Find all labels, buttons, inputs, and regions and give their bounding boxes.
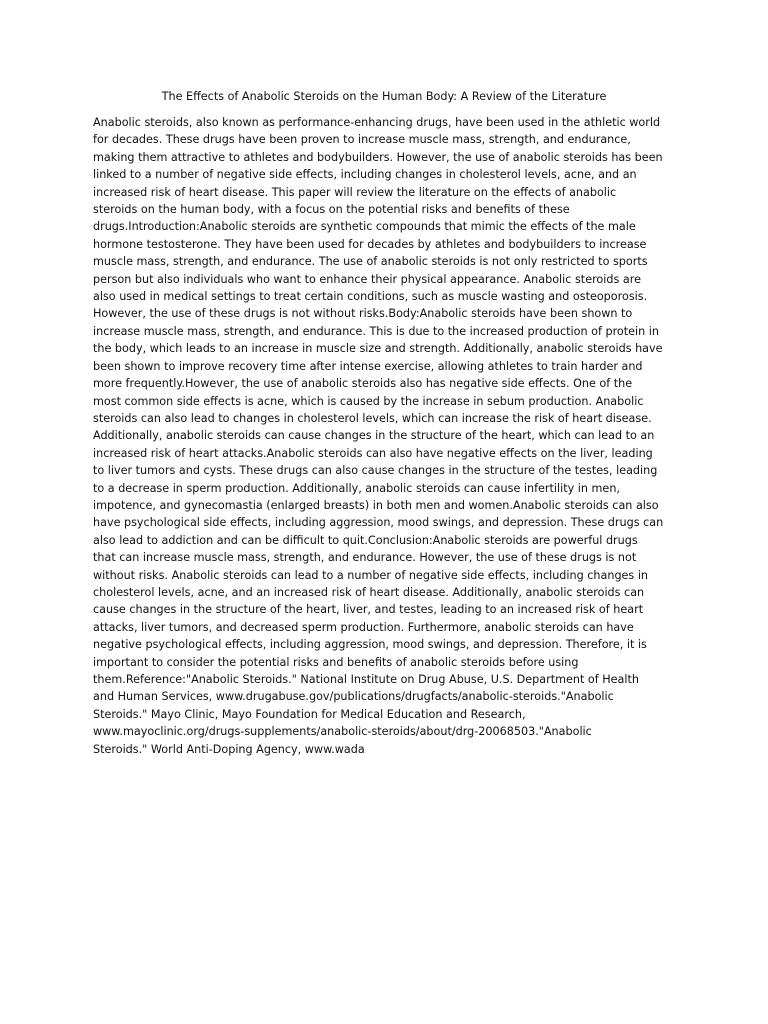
document-title: The Effects of Anabolic Steroids on the Human Body: A Review of the Literature: [161, 90, 607, 103]
document-body: Anabolic steroids, also known as performance-enhancing drugs, have been used in the athletic world for decades. These drugs have been proven to increase muscle mass, strength, and endurance, making them attractive to athletes and bodybuilders. However, the use of anabolic steroids has been linked to a number of negative side effects, including changes in cholesterol levels, acne, and an increased risk of heart disease. This paper will review the literature on the effects of anabolic steroids on the human body, with a focus on the potential risks and benefits of these drugs.Introduction:Anabolic steroids are synthetic compounds that mimic the effects of the male hormone testosterone. They have been used for decades by athletes and bodybuilders to increase muscle mass, strength, and endurance. The use of anabolic steroids is not only restricted to sports person but also individuals who want to enhance their physical appearance. Anabolic steroids are also used in medical settings to treat certain conditions, such as muscle wasting and osteoporosis. However, the use of these drugs is not without risks.Body:Anabolic steroids have been shown to increase muscle mass, strength, and endurance. This is due to the increased production of protein in the body, which leads to an increase in muscle size and strength. Additionally, anabolic steroids have been shown to improve recovery time after intense exercise, allowing athletes to train harder and more frequently.However, the use of anabolic steroids also has negative side effects. One of the most common side effects is acne, which is caused by the increase in sebum production. Anabolic steroids can also lead to changes in cholesterol levels, which can increase the risk of heart disease. Additionally, anabolic steroids can cause changes in the structure of the heart, which can lead to an increased risk of heart attacks.Anabolic steroids can also have negative effects on the liver, leading to liver tumors and cysts. These drugs can also cause changes in the structure of the testes, leading to a decrease in sperm production. Additionally, anabolic steroids can cause infertility in men, impotence, and gynecomastia (enlarged breasts) in both men and women.Anabolic steroids can also have psychological side effects, including aggression, mood swings, and depression. These drugs can also lead to addiction and can be difficult to quit.Conclusion:Anabolic steroids are powerful drugs that can increase muscle mass, strength, and endurance. However, the use of these drugs is not without risks. Anabolic steroids can lead to a number of negative side effects, including changes in cholesterol levels, acne, and an increased risk of heart disease. Additionally, anabolic steroids can cause changes in the structure of the heart, liver, and testes, leading to an increased risk of heart attacks, liver tumors, and decreased sperm production. Furthermore, anabolic steroids can have negative psychological effects, including aggression, mood swings, and depression. Therefore, it is important to consider the potential risks and benefits of anabolic steroids before using them.Reference:"Anabolic Steroids." National Institute on Drug Abuse, U.S. Department of Health and Human Services, www.drugabuse.gov/publications/drugfacts/anabolic-steroids."Anabolic Steroids." Mayo Clinic, Mayo Foundation for Medical Education and Research, www.mayoclinic.org/drugs-supplements/anabolic-steroids/about/drg-20068503."Anabolic Steroids." World Anti-Doping Agency, www.wada: [93, 116, 664, 756]
